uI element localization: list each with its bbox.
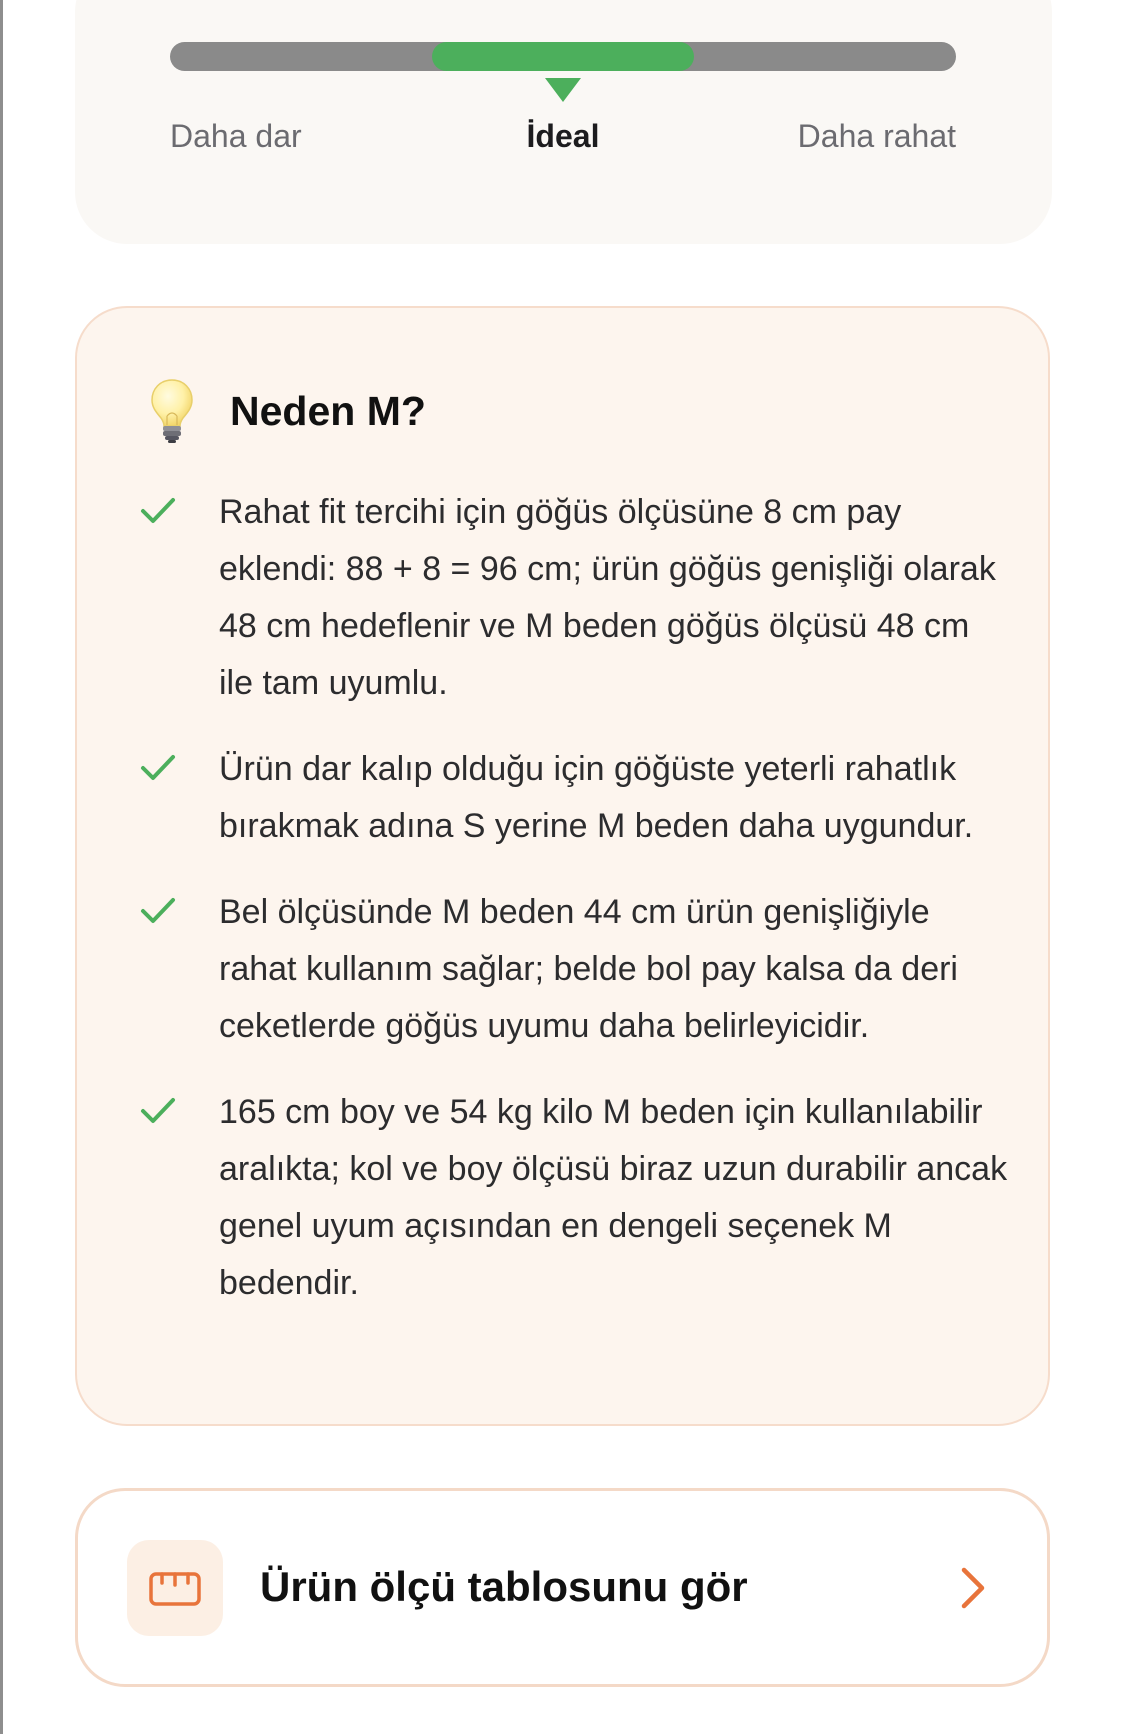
fit-label-tighter: Daha dar — [170, 118, 302, 154]
ruler-badge — [127, 1540, 223, 1636]
fit-scale-card — [75, 0, 1052, 244]
ruler-icon — [149, 1572, 201, 1606]
check-icon — [140, 1096, 176, 1126]
chevron-right-icon — [959, 1566, 987, 1610]
check-icon — [140, 496, 176, 526]
lightbulb-icon — [150, 378, 194, 444]
reason-text: Ürün dar kalıp olduğu için göğüste yeterli rahatlık bırakmak adına S yerine M beden daha uygundur. — [219, 750, 974, 845]
reason-title: Neden M? — [230, 387, 426, 434]
fit-label-ideal: İdeal — [526, 118, 600, 154]
fit-ideal-segment — [432, 42, 695, 71]
check-icon — [140, 753, 176, 783]
size-chart-button[interactable] — [75, 1488, 1050, 1687]
reason-item — [140, 884, 1010, 1055]
reason-list — [140, 484, 1010, 1341]
reason-text: Bel ölçüsünde M beden 44 cm ürün genişliğiyle rahat kullanım sağlar; belde bol pay kalsa da deri ceketlerde göğüs uyumu daha belirleyicidir. — [219, 893, 958, 1045]
size-reason-card — [75, 306, 1050, 1426]
reason-item — [140, 1084, 1010, 1312]
reason-text: Rahat fit tercihi için göğüs ölçüsüne 8 cm pay eklendi: 88 + 8 = 96 cm; ürün göğüs genişliği olarak 48 cm hedeflenir ve M beden göğüs ölçüsü 48 cm ile tam uyumlu. — [219, 493, 996, 702]
check-icon — [140, 896, 176, 926]
fit-pointer-triangle-icon — [545, 78, 581, 102]
window-edge — [0, 0, 3, 1734]
reason-item — [140, 741, 1010, 855]
fit-scale-track — [170, 42, 956, 71]
reason-text: 165 cm boy ve 54 kg kilo M beden için kullanılabilir aralıkta; kol ve boy ölçüsü biraz uzun durabilir ancak genel uyum açısından en dengeli seçenek M bedendir. — [219, 1093, 1008, 1302]
size-chart-label: Ürün ölçü tablosunu gör — [260, 1563, 748, 1610]
fit-label-looser: Daha rahat — [797, 118, 956, 154]
reason-item — [140, 484, 1010, 712]
reason-header — [150, 378, 426, 444]
